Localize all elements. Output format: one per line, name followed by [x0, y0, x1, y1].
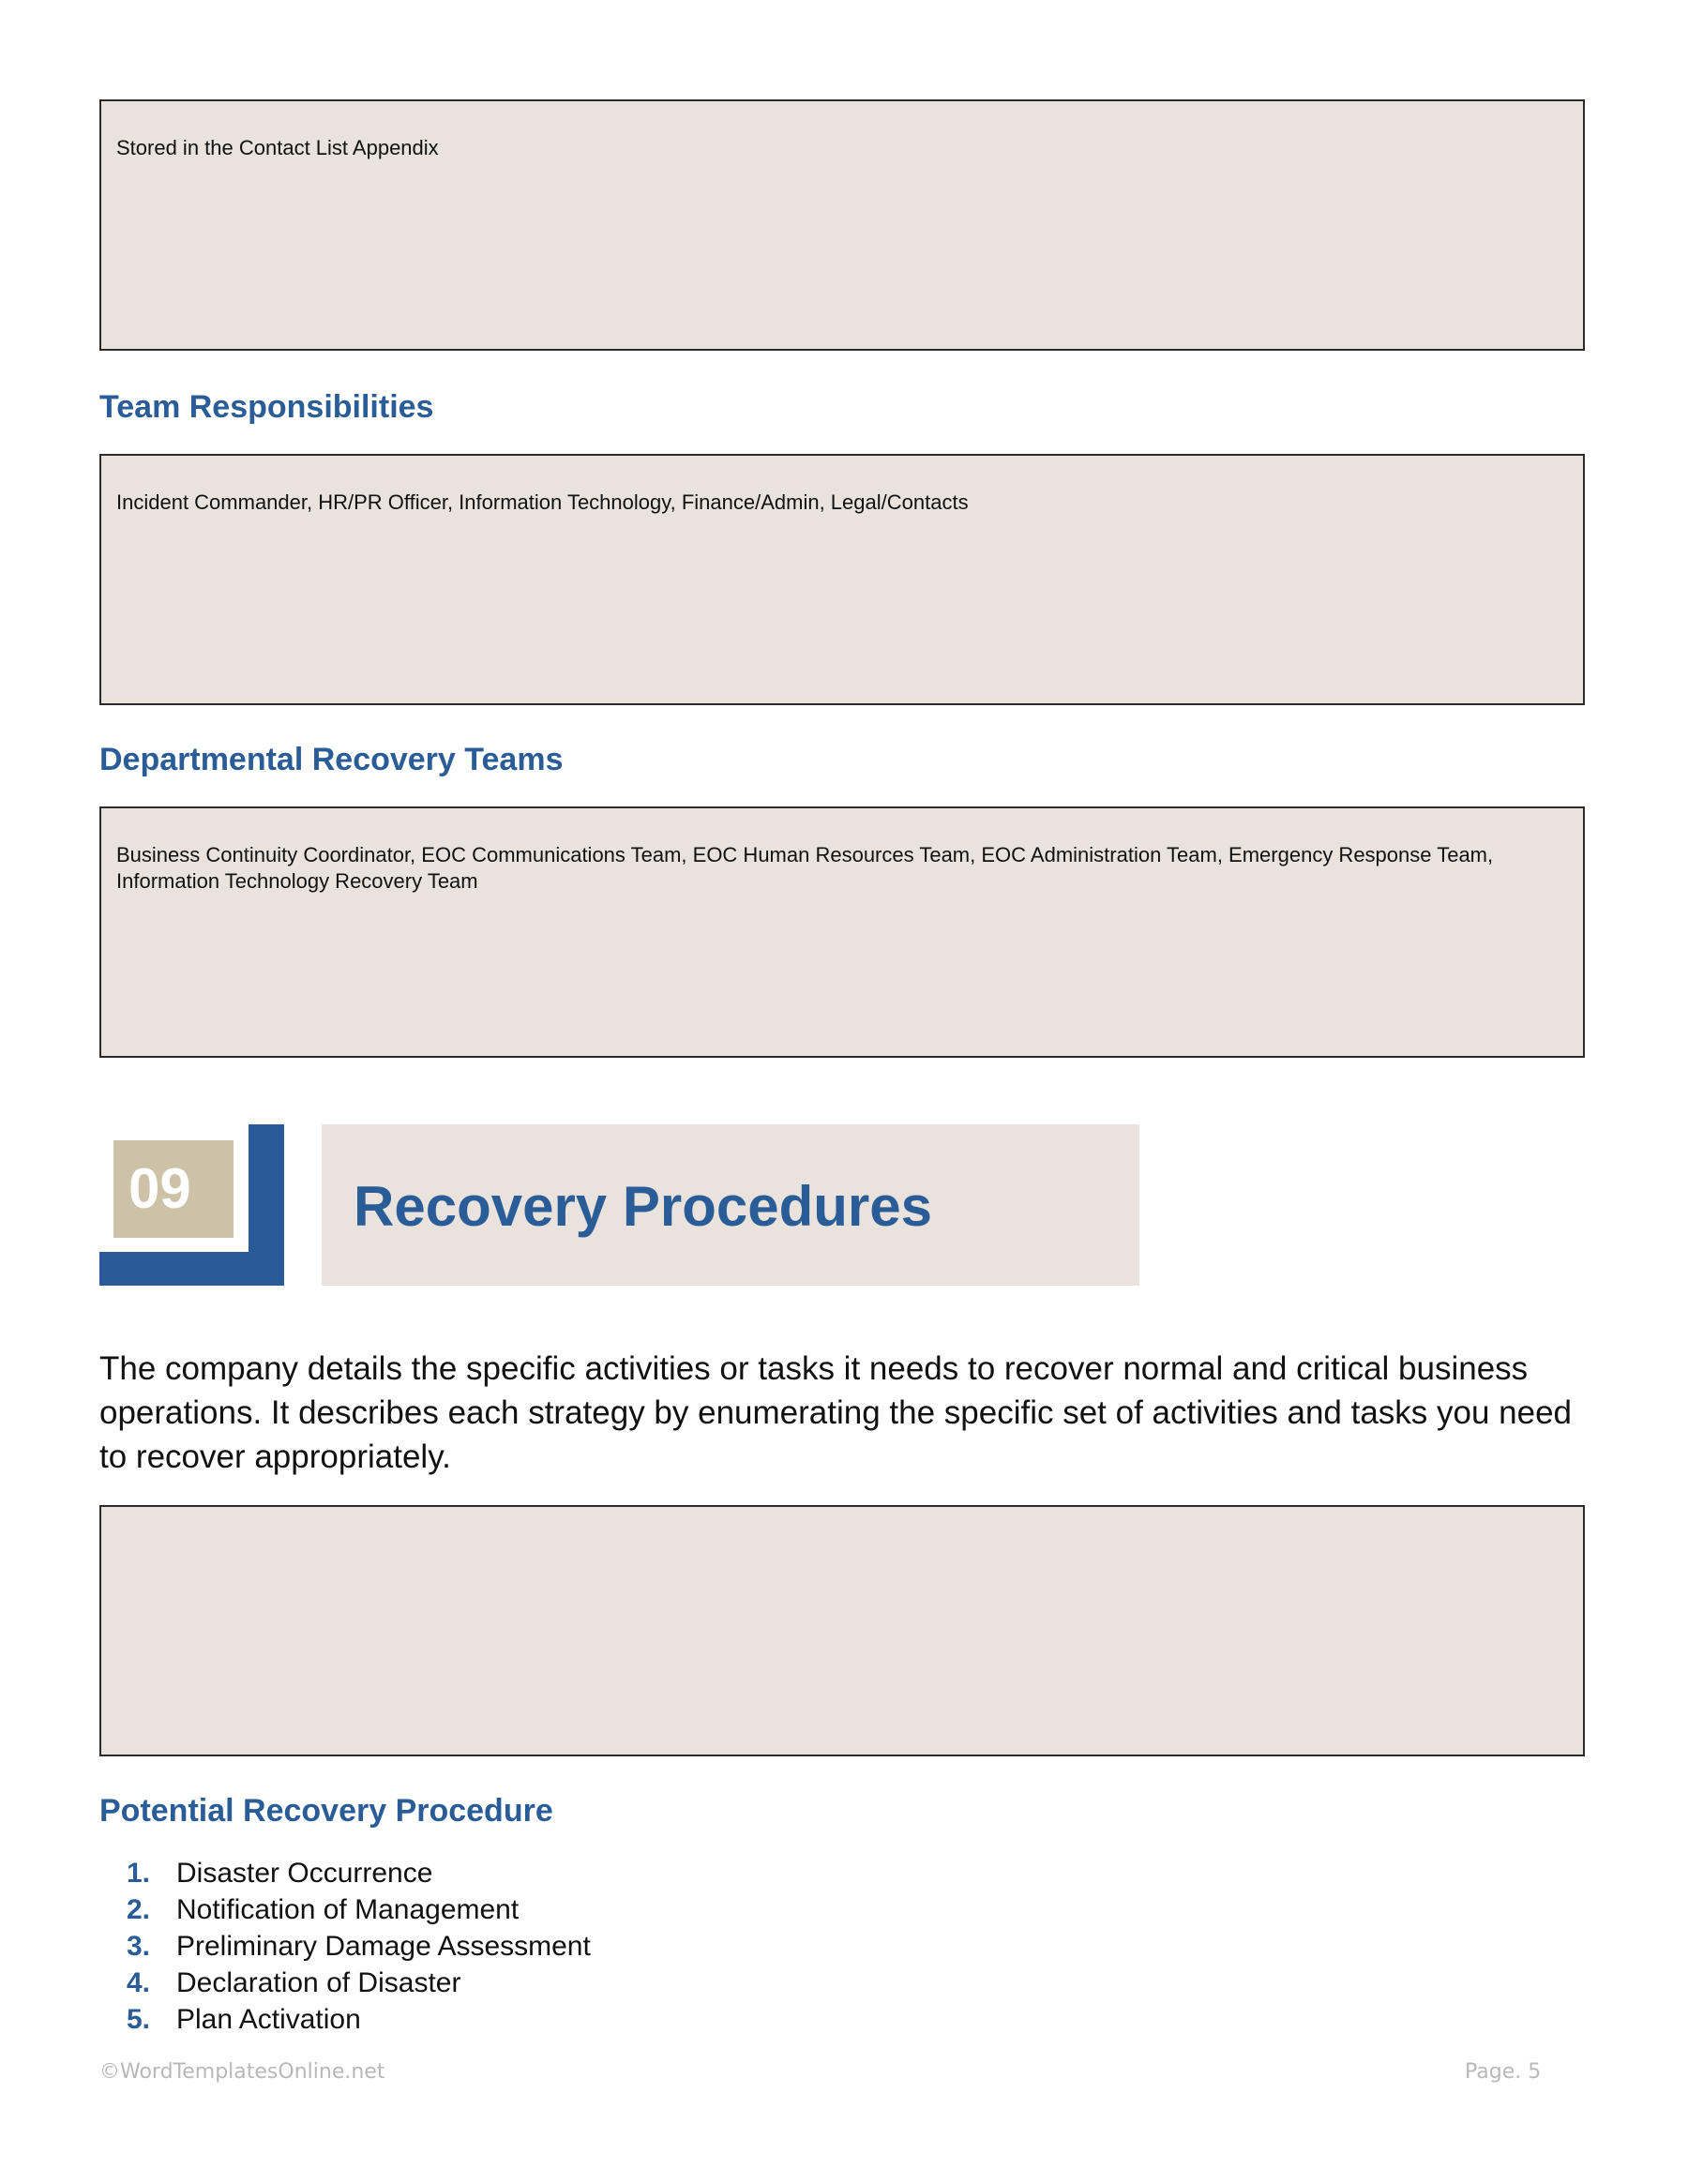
list-item-label: Disaster Occurrence: [176, 1858, 433, 1889]
list-item: [99, 1965, 591, 2001]
list-item-label: Declaration of Disaster: [176, 1967, 461, 1998]
list-item-number: 4.: [126, 1967, 150, 1998]
intro-paragraph: The company details the specific activities or tasks it needs to recover normal and critical business operations. It describes each strategy by enumerating the specific set of activities and tasks you need to recover appropriately.: [99, 1350, 1573, 1475]
team-responsibilities-text: Incident Commander, HR/PR Officer, Information Technology, Finance/Admin, Legal/Contacts: [116, 490, 969, 514]
departmental-recovery-teams-text: Business Continuity Coordinator, EOC Communications Team, EOC Human Resources Team, EOC Administration Team, Emergency Response Team, Information Technology Recovery Team: [116, 843, 1494, 893]
departmental-recovery-teams-box: [99, 806, 1585, 1058]
list-item: [99, 2001, 591, 2038]
departmental-recovery-teams-heading: Departmental Recovery Teams: [99, 742, 564, 777]
list-item-label: Plan Activation: [176, 2004, 361, 2035]
list-item-number: 3.: [126, 1931, 150, 1962]
section-title: Recovery Procedures: [354, 1175, 932, 1238]
list-item-number: 2.: [126, 1894, 150, 1925]
footer-copyright: ©WordTemplatesOnline.net: [99, 2060, 385, 2084]
list-item-label: Preliminary Damage Assessment: [176, 1931, 591, 1962]
team-responsibilities-box: [99, 454, 1585, 705]
contact-list-text: Stored in the Contact List Appendix: [116, 136, 439, 159]
list-item-number: 5.: [126, 2004, 150, 2035]
footer-page-number: Page. 5: [1465, 2060, 1542, 2084]
procedure-list: [99, 1855, 591, 2038]
section-accent-horizontal: [99, 1252, 284, 1286]
list-item: [99, 1928, 591, 1965]
potential-recovery-procedure-heading: Potential Recovery Procedure: [99, 1793, 553, 1829]
section-number: 09: [128, 1157, 191, 1220]
list-item: [99, 1891, 591, 1928]
section-title-banner: [322, 1124, 1139, 1286]
contact-list-box: [99, 99, 1585, 351]
team-responsibilities-heading: Team Responsibilities: [99, 389, 434, 425]
list-item: [99, 1855, 591, 1891]
list-item-label: Notification of Management: [176, 1894, 520, 1925]
list-item-number: 1.: [126, 1858, 150, 1889]
recovery-procedures-box: [99, 1505, 1585, 1756]
section-number-tile: [113, 1140, 234, 1238]
